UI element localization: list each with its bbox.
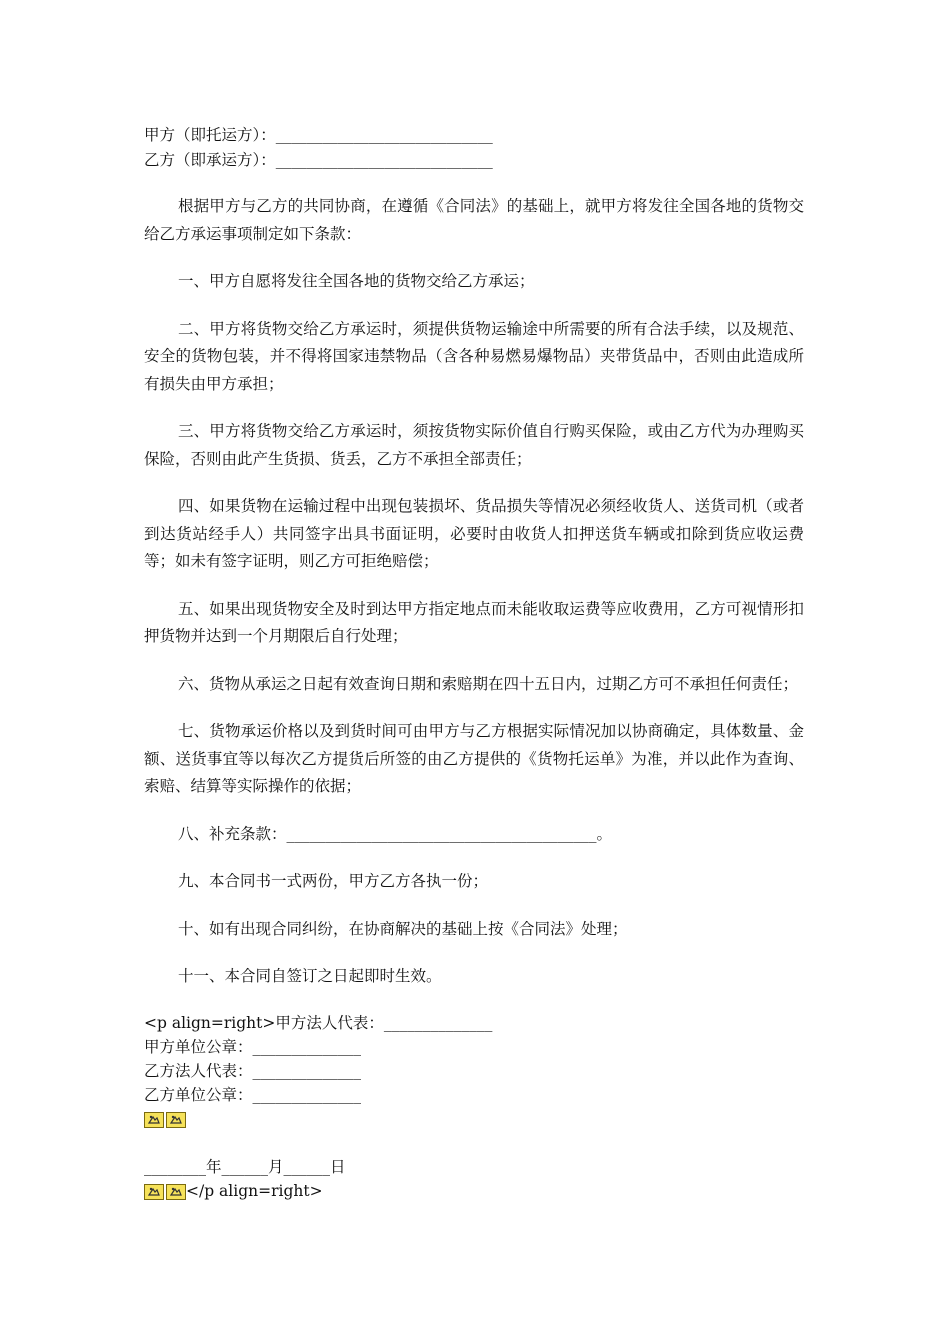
clause-10: 十、如有出现合同纠纷，在协商解决的基础上按《合同法》处理；	[178, 919, 628, 938]
closing-row	[144, 1179, 804, 1203]
broken-image-icon[interactable]	[166, 1112, 186, 1128]
party-a-line: 甲方（即托运方）：____________________________	[144, 126, 493, 144]
clause-11: 十一、本合同自签订之日起即时生效。	[178, 967, 442, 985]
image-icons-row	[144, 1107, 804, 1131]
signature-block	[144, 1011, 804, 1203]
clause-7: 七、货物承运价格以及到货时间可由甲方与乙方根据实际情况加以协商确定，具体数量、金额、送货事宜等以每次乙方提货后所签的由乙方提供的《货物托运单》为准，并以此作为查询、索赔、结算等实际操作的依据；	[144, 722, 804, 795]
clause-4: 四、如果货物在运输过程中出现包装损坏、货品损失等情况必须经收货人、送货司机（或者到达货站经手人）共同签字出具书面证明，必要时由收货人扣押送货车辆或扣除到货应收运费等；如未有签字证明，则乙方可拒绝赔偿；	[144, 497, 804, 570]
closing-tag-text: </p align=right>	[186, 1181, 323, 1200]
broken-image-icon[interactable]	[166, 1184, 186, 1200]
intro-paragraph: 根据甲方与乙方的共同协商，在遵循《合同法》的基础上，就甲方将发往全国各地的货物交给乙方承运事项制定如下条款：	[144, 197, 804, 243]
party-a-seal: 甲方单位公章：______________	[144, 1037, 362, 1056]
clause-5: 五、如果出现货物安全及时到达甲方指定地点而未能收取运费等应收费用，乙方可视情形扣押货物并达到一个月期限后自行处理；	[144, 599, 804, 645]
contract-document	[144, 123, 804, 1203]
broken-image-icon[interactable]	[144, 1112, 164, 1128]
party-b-representative: 乙方法人代表：______________	[144, 1061, 362, 1080]
clause-3: 三、甲方将货物交给乙方承运时，须按货物实际价值自行购买保险，或由乙方代为办理购买保险，否则由此产生货损、货丢，乙方不承担全部责任；	[144, 422, 804, 468]
party-b-seal: 乙方单位公章：______________	[144, 1085, 362, 1104]
clause-9: 九、本合同书一式两份，甲方乙方各执一份；	[178, 872, 489, 890]
clause-2: 二、甲方将货物交给乙方承运时，须提供货物运输途中所需要的所有合法手续，以及规范、安全的货物包装，并不得将国家违禁物品（含各种易燃易爆物品）夹带货品中，否则由此造成所有损失由甲方承担；	[144, 319, 804, 393]
clause-8: 八、补充条款：________________________________________。	[178, 824, 613, 843]
party-b-line: 乙方（即承运方）：____________________________	[144, 151, 493, 169]
clause-1: 一、甲方自愿将发往全国各地的货物交给乙方承运；	[178, 272, 535, 290]
date-line: ________年______月______日	[144, 1157, 346, 1176]
broken-image-icon[interactable]	[144, 1184, 164, 1200]
clause-6: 六、货物从承运之日起有效查询日期和索赔期在四十五日内，过期乙方可不承担任何责任；	[178, 674, 799, 693]
party-a-representative: <p align=right>甲方法人代表：______________	[144, 1013, 493, 1032]
